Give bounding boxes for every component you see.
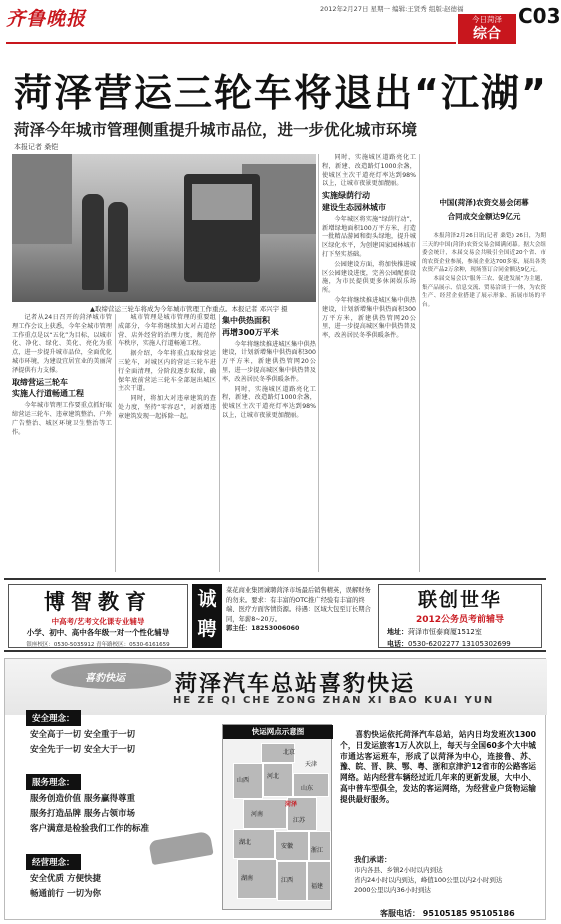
map-region: [263, 763, 293, 797]
ad-line: 小学、初中、高中各年级一对一个性化辅导: [26, 628, 170, 637]
phone-label: 电话：: [387, 640, 408, 648]
brand-name: 喜豹快运: [85, 673, 125, 684]
map-label-heze: 菏泽: [285, 801, 298, 808]
paragraph: 城市管理是城市管理的重要组成部分，今年将继续加大对占道经营、店外经营的治理力度，规范停车秩序，实施人行道畅通工程。: [118, 314, 216, 348]
section-heading: 再增300万平米: [222, 327, 279, 337]
ad-line: 中高考/艺考文化课专业辅导: [51, 617, 145, 626]
headline: 菏泽营运三轮车将退出“江湖”: [14, 71, 548, 115]
section-main: 综合: [473, 26, 501, 42]
news-photo: [12, 154, 316, 302]
paragraph: 本报菏泽2月26日讯(记者 桑铠) 26日，为期三天的中国(菏泽)农资交易会圆满闭幕。据大会组委会统计，本届交易会共吸引全国近20个省、市的农资企业参展，参展企业达700多家，展出各类农资产品2万余种，现场签订合同金额达9亿元。: [422, 233, 546, 274]
map-title: 快运网点示意图: [223, 725, 333, 739]
map-label: 江西: [281, 877, 294, 884]
ad-strip: [4, 578, 546, 652]
article-column-1: [12, 314, 112, 572]
panel-line: 客户满意是检验我们工作的标准: [30, 824, 150, 834]
promise-item: 省内24小时以内到达，峰值100公里以内2小时到达: [354, 876, 503, 884]
ad-recruit-label: [192, 584, 222, 648]
section-heading: 实施绿荫行动: [322, 191, 370, 201]
article-column-4: [322, 154, 416, 572]
ad-address: [379, 627, 541, 637]
panel-line: 服务创造价值 服务赢得尊重: [30, 794, 135, 804]
address-value: 菏泽市恒泰商厦1512室: [408, 628, 482, 636]
service-panel: [26, 770, 202, 835]
panel-heading: 服务理念：: [26, 774, 81, 790]
person-shape: [82, 194, 104, 290]
ad-description: [340, 730, 536, 850]
map-label: 安徽: [281, 843, 294, 850]
ad-slogan: 2012公务员考前辅导: [415, 615, 505, 625]
panel-line: 安全先于一切 安全大于一切: [30, 745, 135, 755]
ad-lianchuang: [378, 584, 542, 648]
map-label: 河南: [251, 811, 264, 818]
sidebar-body: [422, 232, 546, 572]
paragraph: 记者从24日召开的菏泽城市管理工作会议上获悉，今年全城市管理工作重点是以“五化”为目标，以城市化、净化、绿化、美化、亮化为重点，进一步提升城市品位，全面优化城市环境，为建设宜居宜业的美丽菏泽提供有力支撑。: [12, 314, 112, 374]
column-divider: [115, 314, 116, 572]
map-label: 山西: [237, 777, 250, 784]
paragraph: 据介绍，今年将重点取缔营运三轮车，对城区内的营运三轮车进行全面清理，分阶段逐步取缔，确保年底前营运三轮车全部退出城区主次干道。: [118, 350, 216, 393]
ad-body: 喜豹快运依托菏泽汽车总站，站内日均发班次1300个，日发运旅客1万人次以上，每天与全国60多个大中城市通达客运班车，形成了以菏泽为中心，连接鲁、苏、豫、皖、晋、陕、鄂、粤、浙和京津沪12省市的公路客运网络。站内经营车辆经过近几年来的更新发展，大中小、高中普车型俱全，发达的客运网络，为经营业户货物运输提供最好服务。: [340, 730, 536, 804]
section-badge: [458, 14, 516, 44]
ad-brand: 博智教育: [44, 589, 152, 614]
tricycle-shape: [184, 174, 260, 282]
panel-heading: 安全理念：: [26, 710, 81, 726]
recruit-char: 聘: [197, 618, 217, 640]
map-label: 天津: [305, 761, 318, 768]
panel-heading: 经营理念：: [26, 854, 81, 870]
map-label: 湖北: [239, 839, 252, 846]
paragraph: 同时，将加大对违章建筑的查处力度，坚持“零容忍”，对新增违章建筑发现一起拆除一起。: [118, 395, 216, 420]
dateline: 2012年2月27日 星期一 编辑:王贤秀 组版:赵德福: [320, 5, 464, 13]
person-shape: [108, 202, 128, 292]
map-label: 江苏: [293, 817, 306, 824]
promise-item: 市内各县、乡镇2小时以内到达: [354, 866, 443, 874]
ad-brand: 联创世华: [417, 589, 502, 611]
panel-line: 畅通前行 一切为你: [30, 889, 101, 899]
recruit-char: 诚: [197, 588, 217, 610]
masthead: [0, 0, 561, 46]
paragraph: 今年城区将实施“绿荫行动”，新增绿地面积100万平方米，打造一批精品游园和街头绿地，提升城区绿化水平，为创建国家园林城市打下坚实基础。: [322, 215, 416, 258]
tricycle-window: [192, 184, 252, 220]
ad-title: 菏泽汽车总站喜豹快运: [175, 672, 416, 697]
recruit-body: 菜花商业集团诚聘菏泽市场最后销售精英，误解财务的勿来。要求：有丰富的OTC推广经验有丰富的终端、医疗方面客情资源。待遇：区域大包至订长期合同，年薪8~20万。: [226, 587, 371, 623]
promises-heading: 我们承诺：: [354, 855, 392, 864]
paragraph: 本届交易会以“服务三农、促进发展”为主题，集产品展示、信息交流、贸易洽谈于一体，为农资生产、经营企业搭建了展示形象、拓展市场的平台。: [422, 275, 546, 308]
column-divider: [318, 154, 319, 572]
column-divider: [219, 314, 220, 572]
map-label: 浙江: [311, 847, 324, 854]
header-rule: [6, 42, 456, 44]
promise-item: 2000公里以内36小时到达: [354, 886, 431, 894]
panel-line: 安全高于一切 安全重于一切: [30, 730, 135, 740]
paragraph: 同时，实施城区道路亮化工程，新建、改造路灯1000余盏，使城区主次干道亮灯率达到98%以上，让城市夜景更加靓丽。: [222, 385, 316, 419]
section-top: 今日菏泽: [472, 15, 502, 24]
map-label: 湖南: [241, 875, 254, 882]
ad-bozhi-education: [8, 584, 188, 648]
map-label: 北京: [283, 749, 296, 756]
map-label: 河北: [267, 773, 280, 780]
panel-line: 服务打造品牌 服务占领市场: [30, 809, 135, 819]
building-shape: [12, 154, 72, 244]
paragraph: 同时，实施城区道路亮化工程，新建、改造路灯1000余盏，使城区主次干道亮灯率达到98%以上，让城市夜景更加靓丽。: [322, 154, 416, 188]
page-number: C03: [518, 4, 561, 28]
safety-panel: [26, 706, 202, 756]
map-label: 福建: [311, 883, 324, 890]
map-label: 山东: [301, 785, 314, 792]
sidebar-headline: [422, 196, 546, 224]
ad-title-en: HE ZE QI CHE ZONG ZHAN XI BAO KUAI YUN: [173, 695, 495, 706]
address-label: 地址：: [387, 628, 408, 636]
section-heading: 建设生态园林城市: [322, 202, 386, 212]
byline: 本报记者 桑铠: [14, 143, 59, 151]
newspaper-logo: 齐鲁晚报: [6, 8, 87, 30]
section-heading: 取缔营运三轮车: [12, 377, 68, 387]
article-column-2: [118, 314, 216, 572]
section-heading: 实施人行道畅通工程: [12, 389, 84, 399]
ad-contact: 银座校区：0530-5035912 青年路校区：0530-6161659: [26, 642, 170, 648]
paragraph: 今年城市管理工作要重点抓好取缔营运三轮车、违章建筑整治、户外广告整治、城区环境卫生整治等工作。: [12, 402, 112, 436]
photo-caption: ▲取缔营运三轮车将成为今年城市管理工作重点。本报记者 邓兴宇 摄: [90, 305, 288, 313]
network-map: [222, 724, 332, 910]
panel-line: 安全优质 方便快捷: [30, 874, 101, 884]
section-heading: 集中供热面积: [222, 316, 270, 325]
column-divider: [419, 154, 420, 572]
paragraph: 今年将继续推进城区集中供热建设，计划新增集中供热面积300万平方米，新建供热管网20公里，进一步提高城区集中供热普及率，改善居民冬季供暖条件。: [222, 340, 316, 383]
service-promises: [354, 855, 534, 895]
sidebar-title-line2: 合同成交金额达9亿元: [447, 212, 521, 221]
paragraph: 公园建设方面，将加快推进城区公园建设进度，完善公园配套设施，为市民提供更多休闲娱乐场所。: [322, 260, 416, 295]
customer-service-phone: 客服电话： 95105185 95105186: [380, 909, 515, 918]
subheadline: 菏泽今年城市管理侧重提升城市品位，进一步优化城市环境: [14, 121, 418, 139]
recruit-phone: 郭主任：18253006060: [226, 625, 300, 632]
sidebar-title-line1: 中国(菏泽)农资交易会闭幕: [439, 198, 529, 207]
article-column-3: [222, 314, 316, 572]
map-region: [243, 799, 287, 829]
ad-phone: [379, 639, 541, 649]
paragraph: 今年将继续推进城区集中供热建设，计划新增集中供热面积300万平方米，新建供热管网20公里，进一步提高城区集中供热普及率，改善居民冬季供暖条件。: [322, 296, 416, 340]
ad-recruit-text: [226, 586, 374, 646]
phone-value: 0530-6202277 13105302699: [408, 640, 511, 648]
